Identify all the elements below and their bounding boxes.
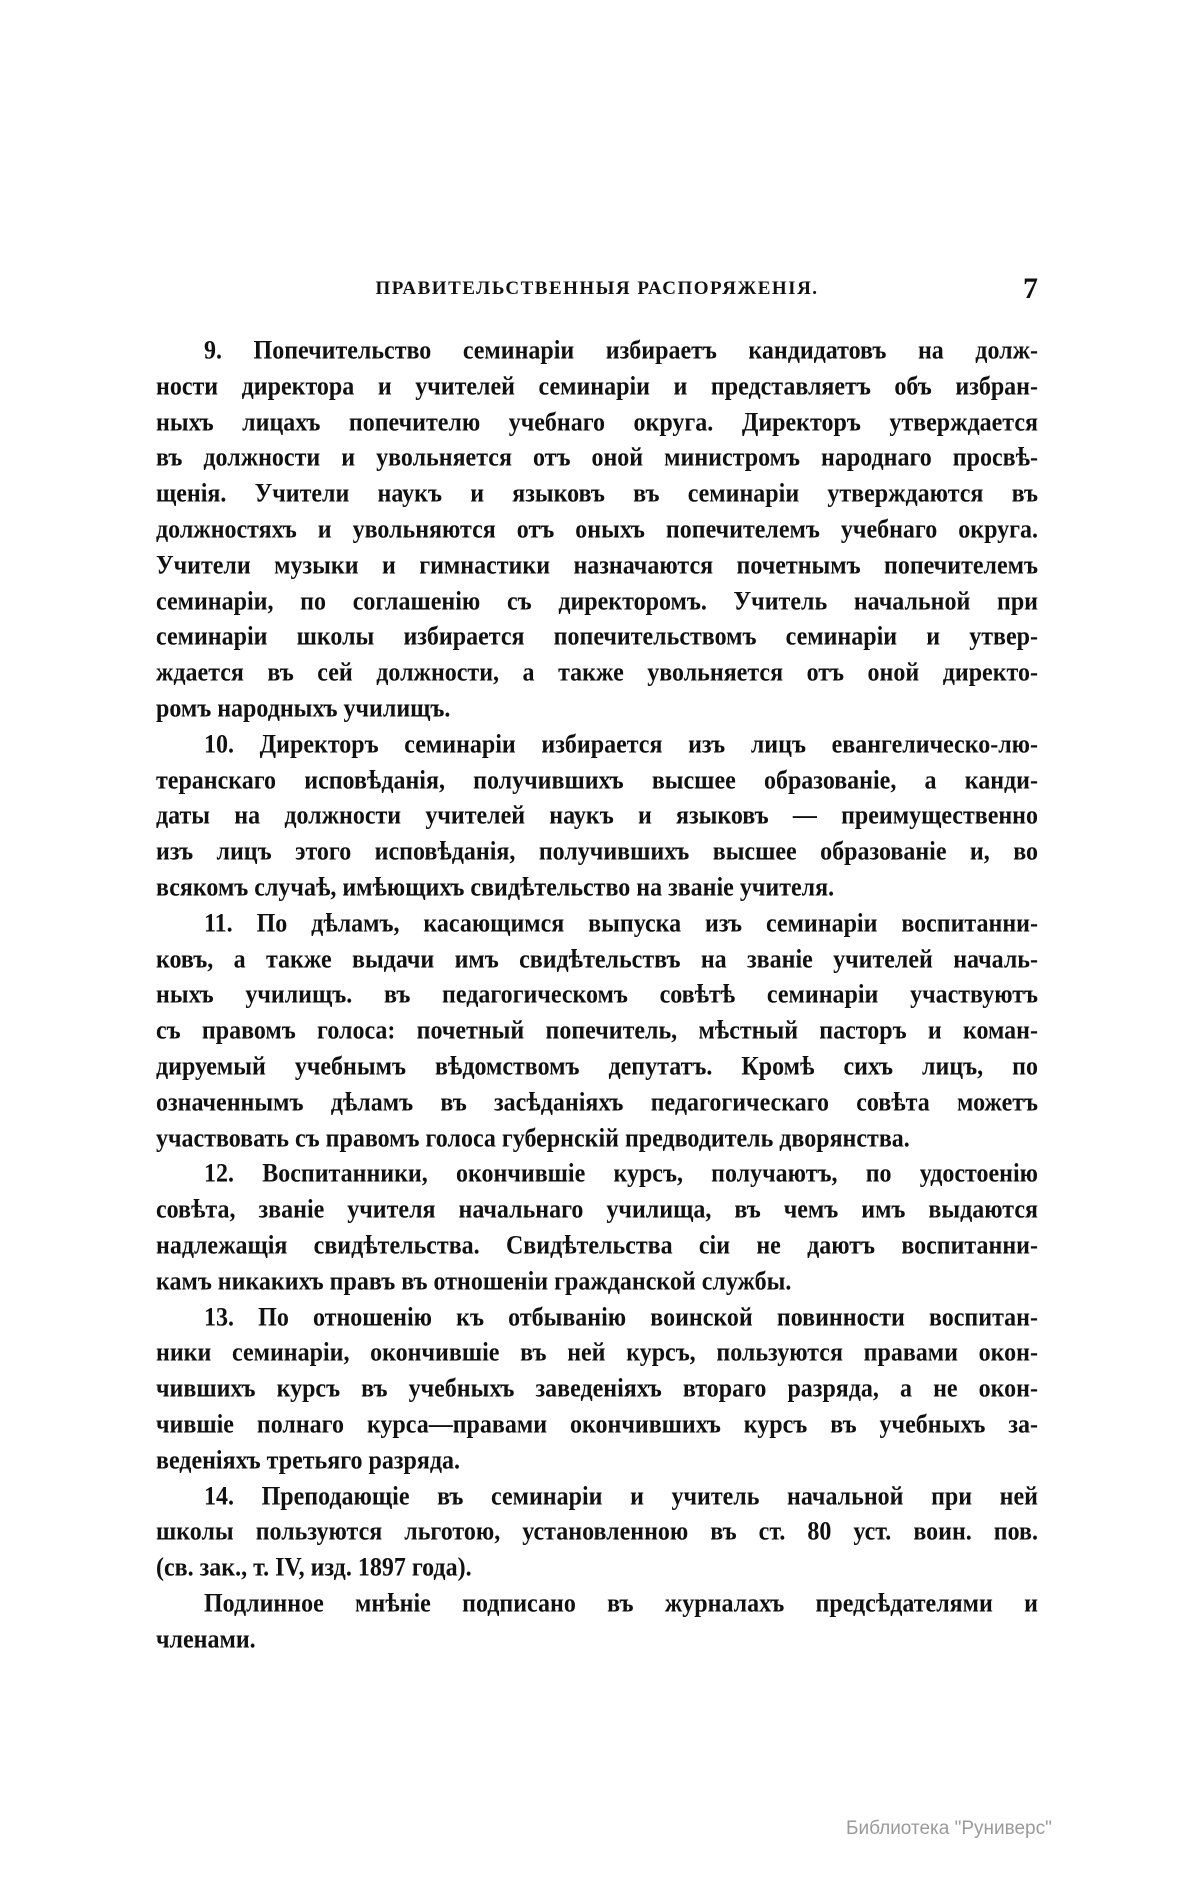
text-line: чившихъ курсъ въ учебныхъ заведеніяхъ втораго разряда, а не окон- xyxy=(156,1374,1038,1404)
text-line: 13. По отношенію къ отбыванію воинской повинности воспитан- xyxy=(204,1302,1038,1332)
text-line: изъ лицъ этого исповѣданія, получившихъ высшее образованіе и, во xyxy=(156,837,1038,867)
text-line: теранскаго исповѣданія, получившихъ высшее образованіе, а канди- xyxy=(156,765,1038,796)
text-line: 14. Преподающіе въ семинаріи и учитель начальной при ней xyxy=(204,1481,1038,1511)
text-line: ныхъ лицахъ попечителю учебнаго округа. Директоръ утверждается xyxy=(156,407,1038,438)
text-line: 9. Попечительство семинаріи избираетъ кандидатовъ на долж- xyxy=(204,336,1038,366)
text-line: дируемый учебнымъ вѣдомствомъ депутатъ. Кромѣ сихъ лицъ, по xyxy=(156,1052,1038,1082)
text-line: участвовать съ правомъ голоса губернскій предводитель дворянства. xyxy=(156,1123,910,1153)
paragraph xyxy=(156,728,1038,907)
text-line: даты на должности учителей наукъ и языковъ — преимущественно xyxy=(156,801,1038,831)
text-line: надлежащія свидѣтельства. Свидѣтельства сіи не даютъ воспитанни- xyxy=(156,1231,1038,1261)
text-line: ныхъ училищъ. въ педагогическомъ совѣтѣ семинаріи участвуютъ xyxy=(156,980,1038,1010)
text-line: 11. По дѣламъ, касающимся выпуска изъ семинаріи воспитанни- xyxy=(204,909,1038,939)
paragraph xyxy=(156,1587,1038,1659)
text-line: ромъ народныхъ училищъ. xyxy=(156,694,451,724)
text-line: членами. xyxy=(156,1625,256,1655)
text-line: семинаріи школы избирается попечительствомъ семинаріи и утвер- xyxy=(156,622,1038,652)
text-line: ники семинаріи, окончившіе въ ней курсъ, пользуются правами окон- xyxy=(156,1338,1038,1368)
document-body xyxy=(156,334,1038,1658)
text-line: веденіяхъ третьяго разряда. xyxy=(156,1446,460,1476)
text-line: 12. Воспитанники, окончившіе курсъ, получаютъ, по удостоенію xyxy=(204,1159,1038,1189)
text-line: ности директора и учителей семинаріи и представляетъ объ избран- xyxy=(156,372,1038,402)
text-line: совѣта, званіе учителя начальнаго училища, въ чемъ имъ выдаются xyxy=(156,1195,1038,1225)
text-line: камъ никакихъ правъ въ отношеніи гражданской службы. xyxy=(156,1267,792,1297)
text-line: всякомъ случаѣ, имѣющихъ свидѣтельство на званіе учителя. xyxy=(156,873,835,903)
running-title: ПРАВИТЕЛЬСТВЕННЫЯ РАСПОРЯЖЕНІЯ. xyxy=(375,278,819,299)
text-line: въ должности и увольняется отъ оной министромъ народнаго просвѣ- xyxy=(156,443,1038,473)
text-line: 10. Директоръ семинаріи избирается изъ лицъ евангелическо-лю- xyxy=(204,730,1038,760)
library-watermark: Библиотека "Руниверс" xyxy=(846,1818,1052,1839)
text-line: Учители музыки и гимнастики назначаются почетнымъ попечителемъ xyxy=(156,551,1038,581)
paragraph xyxy=(156,334,1038,728)
paragraph xyxy=(156,907,1038,1158)
text-line: чившіе полнаго курса—правами окончившихъ курсъ въ учебныхъ за- xyxy=(156,1410,1038,1440)
text-line: съ правомъ голоса: почетный попечитель, мѣстный пасторъ и коман- xyxy=(156,1016,1038,1046)
text-line: Подлинное мнѣніе подписано въ журналахъ предсѣдателями и xyxy=(204,1589,1038,1619)
page-header xyxy=(156,272,1038,312)
text-line: школы пользуются льготою, установленною въ ст. 80 уст. воин. пов. xyxy=(156,1517,1038,1547)
text-line: щенія. Учители наукъ и языковъ въ семинаріи утверждаются въ xyxy=(156,479,1038,509)
text-line: ждается въ сей должности, а также увольняется отъ оной директо- xyxy=(156,658,1038,688)
text-line: (св. зак., т. IV, изд. 1897 года). xyxy=(156,1553,472,1583)
text-line: означеннымъ дѣламъ въ засѣданіяхъ педагогическаго совѣта можетъ xyxy=(156,1088,1038,1118)
paragraph xyxy=(156,1480,1038,1587)
text-line: ковъ, а также выдачи имъ свидѣтельствъ на званіе учителей началь- xyxy=(156,944,1038,974)
text-line: должностяхъ и увольняются отъ оныхъ попечителемъ учебнаго округа. xyxy=(156,515,1038,545)
text-line: семинаріи, по соглашенію съ директоромъ. Учитель начальной при xyxy=(156,586,1038,617)
paragraph xyxy=(156,1301,1038,1480)
paragraph xyxy=(156,1157,1038,1300)
page-number: 7 xyxy=(1023,272,1038,305)
